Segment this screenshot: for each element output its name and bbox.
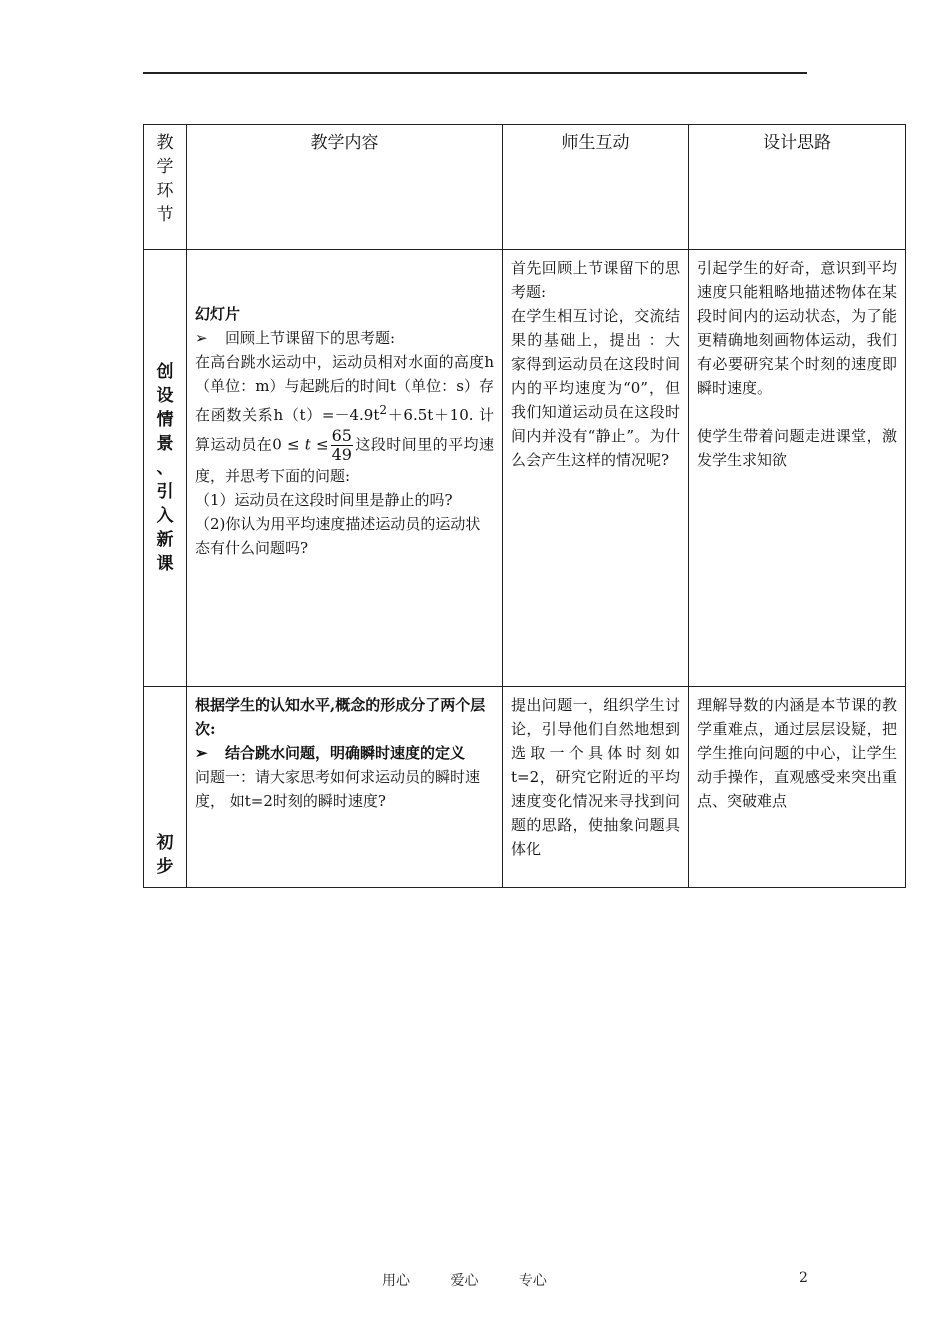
design-cell xyxy=(689,250,906,687)
header-content-cell: 教学内容 xyxy=(187,125,503,250)
slide-title: 幻灯片 xyxy=(195,305,241,323)
header-design-cell: 设计思路 xyxy=(689,125,906,250)
interaction-cell xyxy=(503,250,689,687)
header-stage-label: 教 学 环 节 xyxy=(156,133,174,225)
content-cell xyxy=(187,250,503,687)
fraction: $\frac{65}{49}$ xyxy=(331,426,352,464)
table-row xyxy=(144,250,906,687)
footer-motto: 用心 爱心 专心 xyxy=(382,1273,547,1289)
design-para: 引起学生的好奇，意识到平均速度只能粗略地描述物体在某段时间内的运动状态，为了能更精确地刻画物体运动，我们有必要研究某个时刻的速度即瞬时速度。 xyxy=(697,259,897,397)
design-cell: 理解导数的内涵是本节课的教学重难点，通过层层设疑，把学生推向问题的中心，让学生动手操作，直观感受来突出重点、突破难点 xyxy=(689,687,906,888)
header-interaction-cell: 师生互动 xyxy=(503,125,689,250)
review-bullet: ➢ 回顾上节课留下的思考题: xyxy=(195,326,494,350)
stage-label: 初 步 xyxy=(156,833,174,877)
lesson-plan-table xyxy=(143,124,906,888)
arrow-bullet-icon: ➢ xyxy=(195,744,208,762)
exponent: 2 xyxy=(379,403,388,417)
stage-cell xyxy=(144,687,187,888)
table-row xyxy=(144,687,906,888)
stage-label: 创 设 情 景 、 引 入 新 课 xyxy=(156,362,174,574)
question-one: 问题一：请大家思考如何求运动员的瞬时速度， 如t=2时刻的瞬时速度? xyxy=(195,768,481,810)
concept-intro: 根据学生的认知水平,概念的形成分了两个层次: xyxy=(195,696,486,738)
header-stage-cell xyxy=(144,125,187,250)
design-para: 使学生带着问题走进课堂，激发学生求知欲 xyxy=(697,427,897,469)
content-cell xyxy=(187,687,503,888)
question-1: （1）运动员在这段时间里是静止的吗? xyxy=(195,491,453,509)
interaction-para: 在学生相互讨论，交流结果的基础上，提出 ：大家得到运动员在这段时间内的平均速度为“0”，但我们知道运动员在这段时间内并没有“静止”。为什么会产生这样的情况呢? xyxy=(511,307,680,469)
page-number: 2 xyxy=(799,1270,808,1286)
arrow-bullet-icon: ➢ xyxy=(195,329,208,347)
stage-cell xyxy=(144,250,187,687)
question-2: （2)你认为用平均速度描述运动员的运动状态有什么问题吗? xyxy=(195,515,481,557)
inequality: 0 ≤ t ≤ xyxy=(272,435,329,454)
interaction-para: 首先回顾上节课留下的思考题: xyxy=(511,259,680,301)
definition-bullet: ➢ 结合跳水问题，明确瞬时速度的定义 xyxy=(195,741,494,765)
interaction-cell: 提出问题一，组织学生讨论，引导他们自然地想到选取一个具体时刻如t=2，研究它附近的平均速度变化情况来寻找到问题的思路，使抽象问题具体化 xyxy=(503,687,689,888)
header-rule xyxy=(143,72,807,74)
table-header-row xyxy=(144,125,906,250)
problem-statement: 在高台跳水运动中，运动员相对水面的高度h（单位：m）与起跳后的时间t（单位：s）存在函数关系$h(t)=-4.9t^2+6.5t+10$. 计算运动员在0 ≤ t ≤ $\frac{65}{49}$ 这段时间里的平均速度，并思考下面的问题: xyxy=(195,353,495,485)
